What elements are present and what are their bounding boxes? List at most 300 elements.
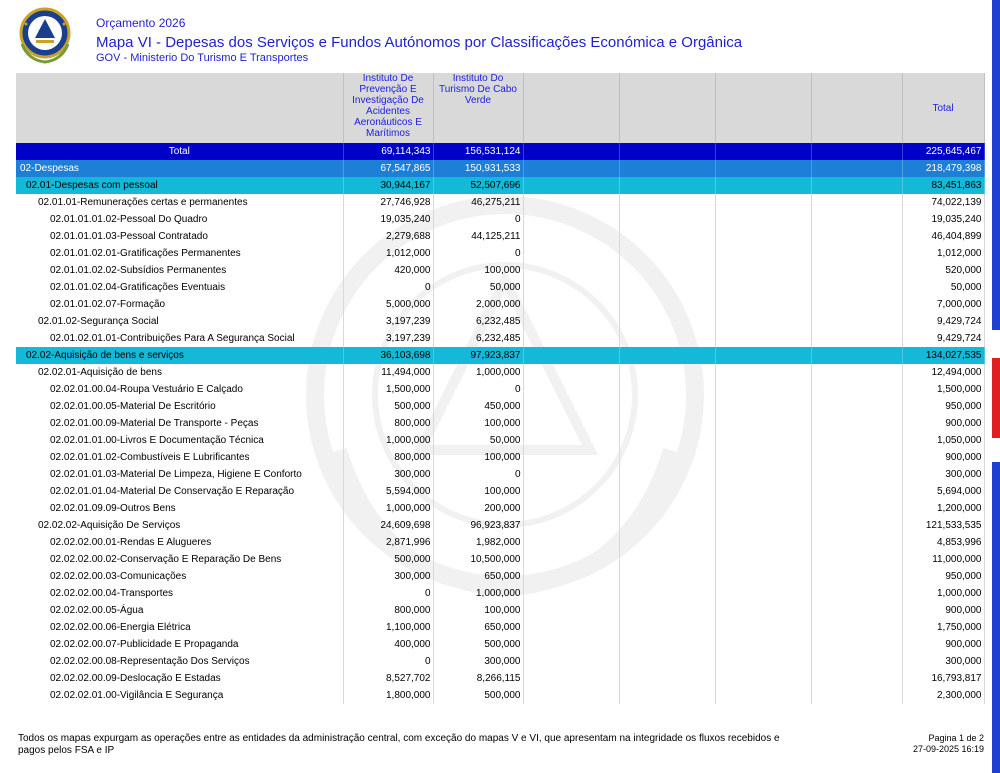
cell-empty (619, 568, 715, 585)
cell-ipiaam: 800,000 (343, 449, 433, 466)
cell-empty (523, 602, 619, 619)
cell-itcv: 6,232,485 (433, 313, 523, 330)
cell-empty (523, 568, 619, 585)
table-row (16, 398, 984, 415)
cell-ipiaam: 27,746,928 (343, 194, 433, 211)
cell-total: 900,000 (902, 602, 984, 619)
cell-ipiaam: 1,000,000 (343, 500, 433, 517)
cell-empty (715, 364, 811, 381)
row-label: 02.01.01.02.02-Subsídios Permanentes (16, 262, 343, 279)
cell-empty (619, 398, 715, 415)
cell-ipiaam: 500,000 (343, 551, 433, 568)
cell-ipiaam: 3,197,239 (343, 313, 433, 330)
cell-ipiaam: 11,494,000 (343, 364, 433, 381)
cell-ipiaam: 2,279,688 (343, 228, 433, 245)
row-label: 02.02.02-Aquisição De Serviços (16, 517, 343, 534)
cell-itcv: 10,500,000 (433, 551, 523, 568)
cell-empty (715, 211, 811, 228)
edge-marker-blue-top (992, 0, 1000, 330)
cell-ipiaam: 1,800,000 (343, 687, 433, 704)
page-edge-markers (992, 0, 1000, 773)
cell-empty (715, 466, 811, 483)
footer-note: Todos os mapas expurgam as operações entre as entidades da administração central, com exceção do mapas V e VI, que apresentam na integridade os fluxos recebidos e pagos pelos FSA e IP (18, 733, 780, 756)
table-row (16, 364, 984, 381)
cell-ipiaam: 300,000 (343, 466, 433, 483)
generated-date: 27-09-2025 16:19 (912, 744, 984, 754)
cell-empty (619, 432, 715, 449)
row-label: 02.02.02.00.01-Rendas E Alugueres (16, 534, 343, 551)
row-label: 02.02.01.09.09-Outros Bens (16, 500, 343, 517)
cell-empty (811, 636, 902, 653)
cell-empty (619, 687, 715, 704)
cell-total: 1,200,000 (902, 500, 984, 517)
cell-itcv: 52,507,696 (433, 177, 523, 194)
cell-empty (619, 347, 715, 364)
cell-empty (523, 534, 619, 551)
table-row (16, 415, 984, 432)
cell-empty (811, 364, 902, 381)
cell-total: 520,000 (902, 262, 984, 279)
cell-empty (523, 313, 619, 330)
cell-empty (811, 228, 902, 245)
cell-empty (619, 551, 715, 568)
row-label: 02.01.01.02.04-Gratificações Eventuais (16, 279, 343, 296)
table-row (16, 296, 984, 313)
cell-empty (619, 653, 715, 670)
table-row (16, 262, 984, 279)
cell-empty (619, 228, 715, 245)
table-row (16, 670, 984, 687)
table-row (16, 585, 984, 602)
cell-itcv: 300,000 (433, 653, 523, 670)
cell-empty (811, 687, 902, 704)
cell-itcv: 97,923,837 (433, 347, 523, 364)
cell-ipiaam: 1,000,000 (343, 432, 433, 449)
cell-empty (619, 534, 715, 551)
cell-empty (619, 143, 715, 160)
cell-itcv: 1,000,000 (433, 364, 523, 381)
cell-empty (811, 500, 902, 517)
cell-empty (523, 398, 619, 415)
cell-itcv: 44,125,211 (433, 228, 523, 245)
cell-empty (715, 279, 811, 296)
cell-itcv: 500,000 (433, 636, 523, 653)
cell-empty (715, 415, 811, 432)
cell-itcv: 100,000 (433, 602, 523, 619)
cell-total: 1,000,000 (902, 585, 984, 602)
cell-total: 19,035,240 (902, 211, 984, 228)
table-row (16, 347, 984, 364)
cell-empty (811, 177, 902, 194)
table-row (16, 534, 984, 551)
cell-itcv: 450,000 (433, 398, 523, 415)
cell-total: 900,000 (902, 415, 984, 432)
cell-empty (811, 381, 902, 398)
row-label: 02.02.01.00.09-Material De Transporte - Peças (16, 415, 343, 432)
column-header-ipiaam: Instituto De Prevenção E Investigação De Acidentes Aeronáuticos E Marítimos (343, 73, 433, 143)
row-label: Total (16, 143, 343, 160)
cell-empty (715, 143, 811, 160)
cell-empty (523, 177, 619, 194)
expense-table (16, 73, 985, 704)
cell-ipiaam: 24,609,698 (343, 517, 433, 534)
column-header-itcv: Instituto Do Turismo De Cabo Verde (433, 73, 523, 143)
cell-itcv: 650,000 (433, 619, 523, 636)
cell-total: 1,750,000 (902, 619, 984, 636)
cell-total: 74,022,139 (902, 194, 984, 211)
cell-empty (811, 330, 902, 347)
ministry-name: GOV - Ministerio Do Turismo E Transportes (96, 52, 309, 64)
cell-itcv: 96,923,837 (433, 517, 523, 534)
cell-empty (523, 143, 619, 160)
cell-itcv: 6,232,485 (433, 330, 523, 347)
cell-total: 121,533,535 (902, 517, 984, 534)
cell-empty (523, 228, 619, 245)
table-row (16, 194, 984, 211)
cell-empty (619, 602, 715, 619)
cell-ipiaam: 420,000 (343, 262, 433, 279)
cell-empty (715, 500, 811, 517)
cell-itcv: 0 (433, 381, 523, 398)
cell-itcv: 50,000 (433, 432, 523, 449)
cell-empty (619, 449, 715, 466)
cell-ipiaam: 69,114,343 (343, 143, 433, 160)
cell-empty (715, 228, 811, 245)
cell-ipiaam: 36,103,698 (343, 347, 433, 364)
row-label: 02.02-Aquisição de bens e serviços (16, 347, 343, 364)
cell-ipiaam: 67,547,865 (343, 160, 433, 177)
cell-empty (523, 296, 619, 313)
cell-empty (715, 398, 811, 415)
row-label: 02-Despesas (16, 160, 343, 177)
table-row (16, 432, 984, 449)
cell-empty (619, 245, 715, 262)
cell-empty (523, 194, 619, 211)
cell-empty (811, 398, 902, 415)
cell-empty (715, 194, 811, 211)
cell-empty (715, 670, 811, 687)
cell-empty (811, 585, 902, 602)
cell-total: 300,000 (902, 653, 984, 670)
row-label: 02.01.02.01.01-Contribuições Para A Segurança Social (16, 330, 343, 347)
cell-total: 900,000 (902, 636, 984, 653)
cell-empty (715, 602, 811, 619)
footer-page-info (913, 733, 984, 755)
row-label: 02.02.02.00.03-Comunicações (16, 568, 343, 585)
cell-empty (523, 160, 619, 177)
cell-empty (523, 619, 619, 636)
cell-empty (619, 517, 715, 534)
row-label: 02.02.02.00.04-Transportes (16, 585, 343, 602)
cell-empty (715, 517, 811, 534)
cell-ipiaam: 30,944,167 (343, 177, 433, 194)
row-label: 02.02.02.00.05-Água (16, 602, 343, 619)
row-label: 02.02.01.00.05-Material De Escritório (16, 398, 343, 415)
cell-empty (715, 483, 811, 500)
cell-empty (811, 143, 902, 160)
cell-ipiaam: 1,500,000 (343, 381, 433, 398)
cell-empty (523, 551, 619, 568)
column-header-empty (523, 73, 619, 143)
table-row (16, 381, 984, 398)
cell-empty (715, 347, 811, 364)
cell-itcv: 150,931,533 (433, 160, 523, 177)
cell-empty (523, 262, 619, 279)
edge-marker-blue-bottom (992, 462, 1000, 773)
cell-empty (523, 381, 619, 398)
cell-total: 9,429,724 (902, 313, 984, 330)
budget-year: Orçamento 2026 (96, 16, 186, 30)
row-label: 02.01-Despesas com pessoal (16, 177, 343, 194)
cell-empty (811, 262, 902, 279)
cell-ipiaam: 0 (343, 653, 433, 670)
cell-empty (619, 160, 715, 177)
row-label: 02.02.01.01.04-Material De Conservação E Reparação (16, 483, 343, 500)
cell-empty (715, 296, 811, 313)
row-label: 02.02.01.01.00-Livros E Documentação Técnica (16, 432, 343, 449)
cell-empty (811, 296, 902, 313)
table-row (16, 636, 984, 653)
cell-empty (715, 449, 811, 466)
table-row (16, 211, 984, 228)
row-label: 02.02.02.00.08-Representação Dos Serviços (16, 653, 343, 670)
cell-total: 5,694,000 (902, 483, 984, 500)
cell-empty (715, 177, 811, 194)
cell-empty (811, 534, 902, 551)
cell-ipiaam: 5,000,000 (343, 296, 433, 313)
cell-itcv: 100,000 (433, 415, 523, 432)
cell-empty (619, 381, 715, 398)
row-label: 02.01.02-Segurança Social (16, 313, 343, 330)
row-label: 02.02.01.00.04-Roupa Vestuário E Calçado (16, 381, 343, 398)
report-header (96, 16, 742, 65)
cell-empty (715, 432, 811, 449)
cell-empty (523, 211, 619, 228)
cell-empty (715, 381, 811, 398)
cell-total: 50,000 (902, 279, 984, 296)
cell-empty (811, 432, 902, 449)
cell-empty (619, 177, 715, 194)
row-label: 02.02.01.01.02-Combustíveis E Lubrificantes (16, 449, 343, 466)
cell-total: 1,012,000 (902, 245, 984, 262)
cell-empty (715, 313, 811, 330)
cell-empty (715, 551, 811, 568)
cell-empty (619, 585, 715, 602)
cell-empty (811, 517, 902, 534)
column-header-total: Total (902, 73, 984, 143)
page-title: Mapa VI - Depesas dos Serviços e Fundos Autónomos por Classificações Económica e Orgânica (96, 34, 743, 51)
table-row (16, 245, 984, 262)
cell-ipiaam: 300,000 (343, 568, 433, 585)
column-header-empty (715, 73, 811, 143)
cell-ipiaam: 8,527,702 (343, 670, 433, 687)
table-row (16, 177, 984, 194)
cell-empty (523, 483, 619, 500)
cell-ipiaam: 500,000 (343, 398, 433, 415)
cell-empty (523, 449, 619, 466)
cell-empty (619, 415, 715, 432)
cell-ipiaam: 0 (343, 279, 433, 296)
cell-itcv: 100,000 (433, 483, 523, 500)
table-row (16, 517, 984, 534)
cell-empty (811, 449, 902, 466)
cell-ipiaam: 19,035,240 (343, 211, 433, 228)
table-row (16, 228, 984, 245)
cell-empty (811, 483, 902, 500)
cell-empty (715, 534, 811, 551)
cell-empty (715, 585, 811, 602)
cell-empty (715, 636, 811, 653)
row-label: 02.02.02.01.00-Vigilância E Segurança (16, 687, 343, 704)
table-row (16, 279, 984, 296)
table-body (16, 143, 984, 704)
cell-empty (811, 551, 902, 568)
cell-total: 4,853,996 (902, 534, 984, 551)
cell-total: 2,300,000 (902, 687, 984, 704)
cell-total: 9,429,724 (902, 330, 984, 347)
cell-itcv: 8,266,115 (433, 670, 523, 687)
row-label: 02.02.02.00.06-Energia Elétrica (16, 619, 343, 636)
cell-itcv: 200,000 (433, 500, 523, 517)
cell-empty (715, 262, 811, 279)
coat-of-arms-emblem-icon (14, 4, 76, 66)
cell-empty (523, 653, 619, 670)
cell-empty (811, 415, 902, 432)
cell-empty (811, 347, 902, 364)
cell-total: 950,000 (902, 568, 984, 585)
cell-itcv: 156,531,124 (433, 143, 523, 160)
row-label: 02.02.02.00.09-Deslocação E Estadas (16, 670, 343, 687)
cell-empty (619, 194, 715, 211)
cell-empty (619, 313, 715, 330)
table-row (16, 449, 984, 466)
cell-empty (619, 500, 715, 517)
cell-total: 83,451,863 (902, 177, 984, 194)
edge-marker-red (992, 358, 1000, 438)
cell-itcv: 650,000 (433, 568, 523, 585)
cell-empty (619, 619, 715, 636)
cell-itcv: 1,982,000 (433, 534, 523, 551)
table-row (16, 602, 984, 619)
table-row (16, 313, 984, 330)
table-row (16, 143, 984, 160)
cell-empty (523, 517, 619, 534)
cell-empty (619, 636, 715, 653)
cell-itcv: 50,000 (433, 279, 523, 296)
column-header-empty (811, 73, 902, 143)
cell-empty (715, 653, 811, 670)
cell-empty (715, 568, 811, 585)
cell-empty (523, 687, 619, 704)
cell-empty (811, 160, 902, 177)
cell-empty (811, 619, 902, 636)
column-header-label (16, 73, 343, 143)
cell-ipiaam: 1,100,000 (343, 619, 433, 636)
cell-empty (523, 364, 619, 381)
cell-itcv: 2,000,000 (433, 296, 523, 313)
cell-empty (523, 330, 619, 347)
row-label: 02.01.01.01.02-Pessoal Do Quadro (16, 211, 343, 228)
cell-empty (523, 636, 619, 653)
cell-empty (523, 415, 619, 432)
cell-empty (619, 262, 715, 279)
cell-itcv: 0 (433, 245, 523, 262)
row-label: 02.02.02.00.02-Conservação E Reparação De Bens (16, 551, 343, 568)
cell-total: 950,000 (902, 398, 984, 415)
row-label: 02.01.01.02.07-Formação (16, 296, 343, 313)
cell-empty (811, 466, 902, 483)
row-label: 02.01.01.02.01-Gratificações Permanentes (16, 245, 343, 262)
cell-total: 16,793,817 (902, 670, 984, 687)
cell-ipiaam: 800,000 (343, 602, 433, 619)
cell-empty (523, 670, 619, 687)
cell-ipiaam: 0 (343, 585, 433, 602)
table-row (16, 619, 984, 636)
cell-total: 134,027,535 (902, 347, 984, 364)
cell-empty (523, 432, 619, 449)
cell-ipiaam: 800,000 (343, 415, 433, 432)
cell-total: 12,494,000 (902, 364, 984, 381)
table-row (16, 483, 984, 500)
cell-total: 225,645,467 (902, 143, 984, 160)
row-label: 02.01.01.01.03-Pessoal Contratado (16, 228, 343, 245)
cell-empty (523, 347, 619, 364)
column-header-row (16, 73, 984, 143)
cell-empty (619, 466, 715, 483)
cell-empty (619, 364, 715, 381)
cell-empty (523, 279, 619, 296)
cell-ipiaam: 400,000 (343, 636, 433, 653)
cell-ipiaam: 3,197,239 (343, 330, 433, 347)
cell-empty (811, 279, 902, 296)
cell-itcv: 500,000 (433, 687, 523, 704)
page-number: Pagina 1 de 2 (928, 733, 984, 743)
table-row (16, 466, 984, 483)
cell-empty (715, 330, 811, 347)
cell-empty (523, 245, 619, 262)
table-row (16, 330, 984, 347)
row-label: 02.02.01.01.03-Material De Limpeza, Higiene E Conforto (16, 466, 343, 483)
cell-empty (811, 245, 902, 262)
cell-total: 11,000,000 (902, 551, 984, 568)
cell-empty (619, 330, 715, 347)
table-row (16, 687, 984, 704)
cell-itcv: 1,000,000 (433, 585, 523, 602)
cell-empty (619, 279, 715, 296)
cell-empty (619, 670, 715, 687)
cell-itcv: 0 (433, 466, 523, 483)
row-label: 02.02.01-Aquisição de bens (16, 364, 343, 381)
cell-empty (811, 313, 902, 330)
cell-empty (523, 466, 619, 483)
cell-itcv: 100,000 (433, 449, 523, 466)
row-label: 02.02.02.00.07-Publicidade E Propaganda (16, 636, 343, 653)
cell-empty (523, 500, 619, 517)
cell-empty (811, 670, 902, 687)
cell-empty (715, 245, 811, 262)
cell-empty (811, 602, 902, 619)
cell-empty (619, 211, 715, 228)
cell-total: 218,479,398 (902, 160, 984, 177)
cell-empty (715, 687, 811, 704)
cell-empty (619, 296, 715, 313)
cell-ipiaam: 1,012,000 (343, 245, 433, 262)
cell-empty (715, 619, 811, 636)
cell-total: 7,000,000 (902, 296, 984, 313)
cell-ipiaam: 2,871,996 (343, 534, 433, 551)
cell-total: 1,050,000 (902, 432, 984, 449)
cell-total: 46,404,899 (902, 228, 984, 245)
